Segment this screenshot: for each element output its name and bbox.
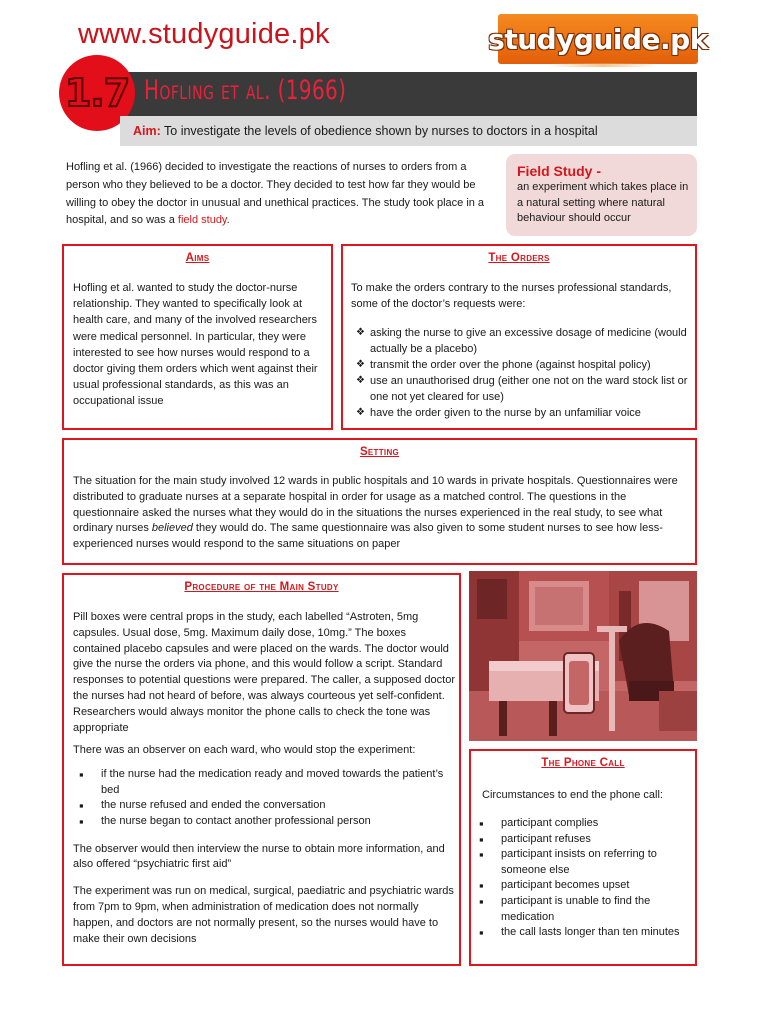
list-item: ▪ the nurse refused and ended the conversation <box>73 798 455 814</box>
procedure-body <box>73 610 455 947</box>
field-study-title: Field Study <box>517 163 593 179</box>
list-item: ▪ participant complies <box>473 816 693 832</box>
list-item: ▪ participant becomes upset <box>473 878 693 894</box>
field-study-definition <box>506 154 697 236</box>
setting-emphasis: believed <box>151 522 193 535</box>
intro-end: . <box>226 214 230 227</box>
orders-list <box>356 325 688 421</box>
list-item: ▪ if the nurse had the medication ready and moved towards the patient’s bed <box>73 767 455 798</box>
list-item: ❖ asking the nurse to give an excessive dosage of medicine (would actually be a placebo) <box>356 325 688 357</box>
setting-heading: Setting <box>359 446 400 458</box>
aims-box <box>62 244 333 430</box>
phone-call-box <box>469 749 697 966</box>
aim-label: Aim: <box>133 124 161 138</box>
procedure-para-4: The experiment was run on medical, surgical, paediatric and psychiatric wards from 7pm to 9pm, when administration of medication does not normally happen, and doctors are not normally present, so the nurses would have to make their own decisions <box>73 885 454 945</box>
phone-call-intro: Circumstances to end the phone call: <box>482 789 663 801</box>
hospital-ward-photo <box>469 571 697 741</box>
list-item: ❖ transmit the order over the phone (against hospital policy) <box>356 357 688 373</box>
logo-reflection <box>548 63 658 67</box>
procedure-box <box>62 573 461 966</box>
list-item: ▪ the call lasts longer than ten minutes <box>473 925 693 941</box>
orders-heading: The Orders <box>488 252 550 264</box>
list-item: ❖ have the order given to the nurse by an unfamiliar voice <box>356 405 688 421</box>
procedure-para-3: The observer would then interview the nurse to obtain more information, and also offered “psychiatric first aid” <box>73 842 445 871</box>
field-study-dash: - <box>592 163 602 179</box>
studyguide-logo[interactable] <box>488 14 708 64</box>
setting-text <box>73 474 689 553</box>
intro-paragraph <box>66 159 498 230</box>
field-study-title-row <box>517 162 697 180</box>
hospital-ward-illustration <box>469 571 697 741</box>
orders-intro: To make the orders contrary to the nurses professional standards, some of the doctor’s requests were: <box>351 282 672 311</box>
intro-text: Hofling et al. (1966) decided to investigate the reactions of nurses to orders from a person who they believed to be a doctor. They decided to test how far they would be willing to obey the doctor in unusual and unethical practices. The study took place in a hospital, and so was a <box>66 161 485 227</box>
aim-bar <box>120 116 697 146</box>
observer-stop-list <box>73 767 455 829</box>
field-study-text: an experiment which takes place in a natural setting where natural behaviour should occur <box>517 181 689 224</box>
setting-text-start: The situation for the main study involved 12 wards in public hospitals and 10 wards in private hospitals. Questionnaires were distributed to graduate nurses at a separate hospital in order for usage as a matched control. The questions in the questionnaire asked the nurses what they would do in the situations the nurses experienced in the real study, to see what ordinary nurses <box>73 475 678 535</box>
list-item: ▪ the nurse began to contact another professional person <box>73 814 455 830</box>
procedure-heading: Procedure of the Main Study <box>184 581 339 593</box>
list-item: ▪ participant insists on referring to someone else <box>473 847 693 878</box>
list-item: ❖ use an unauthorised drug (either one not on the ward stock list or one not yet cleared for use) <box>356 373 688 405</box>
procedure-para-2: There was an observer on each ward, who would stop the experiment: <box>73 744 416 757</box>
aim-text: To investigate the levels of obedience shown by nurses to doctors in a hospital <box>164 124 598 138</box>
site-url[interactable]: www.studyguide.pk <box>78 18 330 50</box>
field-study-term: field study <box>177 214 227 227</box>
setting-box <box>62 438 697 565</box>
list-item: ▪ participant refuses <box>473 832 693 848</box>
phone-call-list <box>473 816 693 941</box>
section-number: 1.7 <box>64 71 130 115</box>
setting-text-end: they would do. The same questionnaire was also given to some student nurses to see how less-experienced nurses would respond to the same situations on paper <box>73 522 663 551</box>
page-title: Hofling et al. (1966) <box>144 75 347 106</box>
orders-box <box>341 244 697 430</box>
logo-text: studyguide.pk <box>488 22 708 56</box>
procedure-para-1: Pill boxes were central props in the study, each labelled “Astroten, 5mg capsules. Usual dose, 5mg. Maximum daily dose, 10mg.” The boxes contained placebo capsules and were placed on the wards. The doctor would give the nurse the orders via phone, and this would follow a script. Standard responses to potential questions were prepared. The caller, a supposed doctor the nurses had not heard of before, was always courteous yet self-confident. Researchers would always monitor the phone calls to check the tone was appropriate <box>73 611 455 734</box>
aims-heading: Aims <box>185 252 210 264</box>
list-item: ▪ participant is unable to find the medication <box>473 894 693 925</box>
aims-text: Hofling et al. wanted to study the doctor-nurse relationship. They wanted to specifically look at health care, and many of the involved researchers were medical personnel. In particular, they were interested to see how nurses would respond to a doctor giving them orders which went against their usual professional standards, as this was an occupational issue <box>73 282 318 408</box>
phone-call-heading: The Phone Call <box>541 757 625 769</box>
